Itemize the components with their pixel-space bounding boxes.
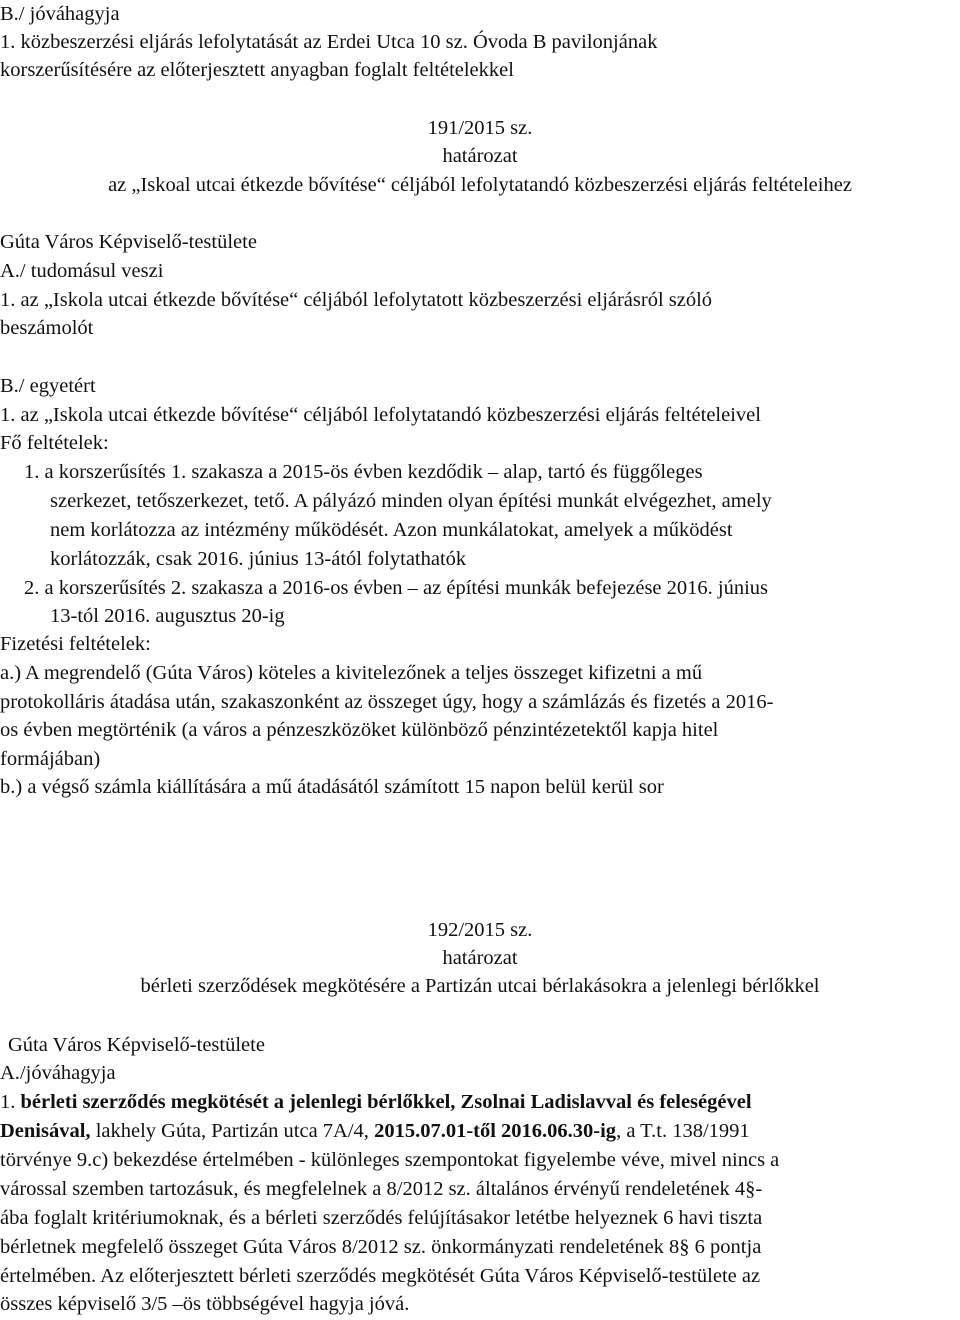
resolution-kind: határozat [442,145,518,167]
approval-heading: B./ jóváhagyja [0,3,120,25]
section-heading: B./ egyetért [0,375,96,397]
payment-heading: Fizetési feltételek: [0,633,151,655]
condition-line: 1. a korszerűsítés 1. szakasza a 2015-ös évben kezdődik – alap, tartó és függőleges [24,461,703,483]
body-line: törvénye 9.c) bekezdése értelmében - különleges szempontokat figyelembe véve, mivel nincs a [0,1149,780,1171]
payment-line: formájában) [0,748,101,770]
bold-text: Denisával, [0,1120,91,1142]
resolution-subject: az „Iskoal utcai étkezde bővítése“ céljából lefolytatandó közbeszerzési eljárás feltételeihez [108,174,852,196]
resolution-number: 192/2015 sz. [427,919,533,941]
body-line: értelmében. Az előterjesztett bérleti szerződés megkötését Gúta Város Képviselő-testülete az [0,1265,761,1287]
conditions-heading: Fő feltételek: [0,432,109,454]
body-line: bérletnek megfelelő összeget Gúta Város 8/2012 sz. önkormányzati rendeletének 8§ 6 pontja [0,1236,762,1258]
council-name: Gúta Város Képviselő-testülete [8,1034,265,1056]
section-heading: A./jóváhagyja [0,1062,116,1084]
body-line [0,1092,752,1113]
resolution-subject: bérleti szerződések megkötésére a Partizán utcai bérlakásokra a jelenlegi bérlőkkel [140,975,820,997]
bold-text: bérleti szerződés megkötését a jelenlegi bérlőkkel, Zsolnai Ladislavval és feleségével [20,1091,752,1113]
body-line [0,1121,750,1142]
item-number: 1. [0,1091,21,1113]
condition-line: 13-tól 2016. augusztus 20-ig [50,605,285,627]
condition-line: korlátozzák, csak 2016. június 13-ától folytathatók [50,548,467,570]
list-item-line: beszámolót [0,317,94,339]
approval-item-line: 1. közbeszerzési eljárás lefolytatását az Erdei Utca 10 sz. Óvoda B pavilonjának [0,31,658,53]
payment-line: os évben megtörténik (a város a pénzeszközöket különböző pénzintézetektől kapja hitel [0,719,719,741]
list-item-line: 1. az „Iskola utcai étkezde bővítése“ céljából lefolytatott közbeszerzési eljárásról szóló [0,289,713,311]
payment-line: a.) A megrendelő (Gúta Város) köteles a kivitelezőnek a teljes összeget kifizetni a mű [0,662,703,684]
body-line: összes képviselő 3/5 –ös többségével hagyja jóvá. [0,1293,410,1315]
payment-line: b.) a végső számla kiállítására a mű átadásától számított 15 napon belül kerül sor [0,776,664,798]
body-line: ába foglalt kritériumoknak, és a bérleti szerződés felújításakor letétbe helyeznek 6 havi tiszta [0,1207,763,1229]
condition-line: nem korlátozza az intézmény működését. Azon munkálatokat, amelyek a működést [50,519,733,541]
resolution-kind: határozat [442,947,518,969]
condition-line: 2. a korszerűsítés 2. szakasza a 2016-os évben – az építési munkák befejezése 2016. június [24,577,769,599]
section-heading: A./ tudomásul veszi [0,260,164,282]
council-name: Gúta Város Képviselő-testülete [0,231,257,253]
body-text: , a T.t. 138/1991 [616,1120,750,1142]
resolution-number: 191/2015 sz. [427,117,533,139]
body-line: várossal szemben tartozásuk, és megfelelnek a 8/2012 sz. általános érvényű rendeletének 4§- [0,1178,763,1200]
body-text: lakhely Gúta, Partizán utca 7A/4, [90,1120,375,1142]
bold-dates: 2015.07.01-től 2016.06.30-ig [374,1120,617,1142]
condition-line: szerkezet, tetőszerkezet, tető. A pályázó minden olyan építési munkát elvégezhet, amely [50,490,772,512]
payment-line: protokolláris átadása után, szakaszonként az összeget úgy, hogy a számlázás és fizetés a 2016- [0,691,774,713]
list-item-line: 1. az „Iskola utcai étkezde bővítése“ céljából lefolytatandó közbeszerzési eljárás feltételeivel [0,404,761,426]
approval-item-line: korszerűsítésére az előterjesztett anyagban foglalt feltételekkel [0,59,514,81]
